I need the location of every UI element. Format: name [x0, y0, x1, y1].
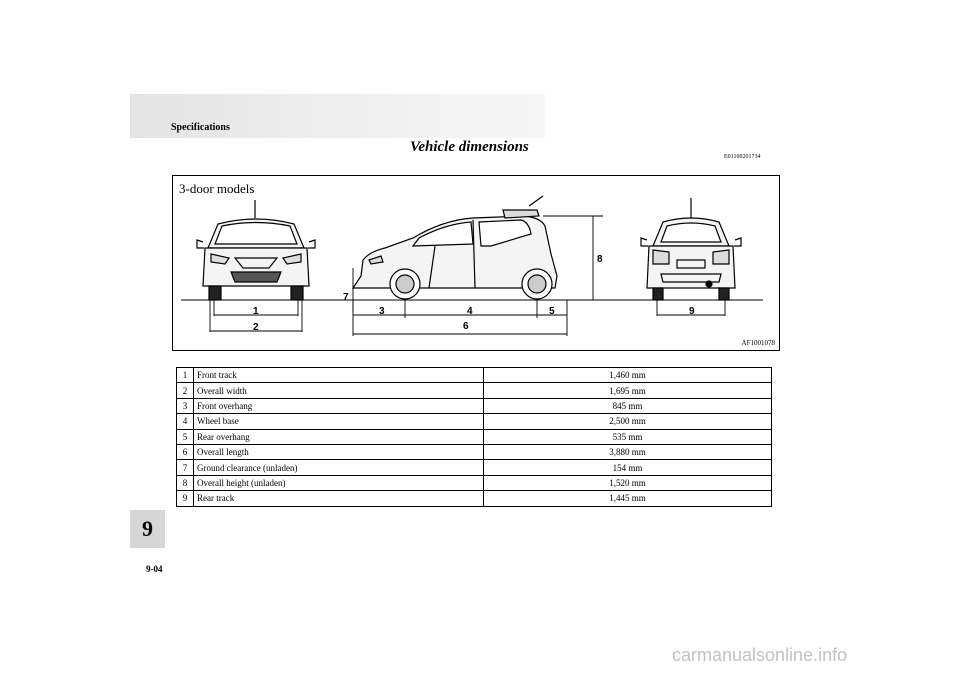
- page-heading: Vehicle dimensions: [410, 139, 529, 155]
- row-number: 6: [177, 444, 194, 459]
- table-row: [177, 460, 772, 475]
- row-number: 8: [177, 475, 194, 490]
- table-row: [177, 444, 772, 459]
- table-row: [177, 383, 772, 398]
- row-item: Front track: [194, 368, 484, 383]
- row-item: Overall width: [194, 383, 484, 398]
- row-item: Rear overhang: [194, 429, 484, 444]
- row-value: 1,695 mm: [484, 383, 772, 398]
- row-value: 1,520 mm: [484, 475, 772, 490]
- side-view-car: [353, 196, 557, 299]
- row-number: 4: [177, 414, 194, 429]
- vehicle-dimensions-figure: [172, 175, 780, 351]
- row-number: 5: [177, 429, 194, 444]
- row-item: Overall height (unladen): [194, 475, 484, 490]
- row-number: 1: [177, 368, 194, 383]
- dimension-label-3: 3: [379, 306, 385, 317]
- figure-caption: 3-door models: [179, 181, 255, 196]
- rear-view-car: [641, 198, 741, 300]
- page-number: 9-04: [146, 564, 163, 574]
- row-value: 3,880 mm: [484, 444, 772, 459]
- dimension-label-1: 1: [253, 306, 259, 317]
- figure-code: AF1001078: [741, 339, 775, 347]
- table-row: [177, 491, 772, 506]
- table-row: [177, 475, 772, 490]
- table-row: [177, 414, 772, 429]
- watermark: carmanualsonline.info: [672, 645, 848, 665]
- row-item: Front overhang: [194, 398, 484, 413]
- row-number: 7: [177, 460, 194, 475]
- dimension-label-7: 7: [343, 292, 349, 303]
- vehicle-diagram: [173, 176, 779, 350]
- dimension-label-5: 5: [549, 306, 555, 317]
- row-item: Rear track: [194, 491, 484, 506]
- row-value: 2,500 mm: [484, 414, 772, 429]
- row-value: 1,460 mm: [484, 368, 772, 383]
- dimensions-table: [176, 367, 772, 507]
- row-item: Wheel base: [194, 414, 484, 429]
- row-item: Ground clearance (unladen): [194, 460, 484, 475]
- reference-code: E01100201734: [724, 154, 761, 160]
- row-item: Overall length: [194, 444, 484, 459]
- dimension-label-2: 2: [253, 322, 259, 333]
- row-number: 3: [177, 398, 194, 413]
- row-value: 845 mm: [484, 398, 772, 413]
- front-view-car: [197, 200, 315, 300]
- table-row: [177, 398, 772, 413]
- dimension-label-6: 6: [463, 321, 469, 332]
- section-title: Specifications: [171, 122, 230, 133]
- chapter-tab-number: 9: [142, 516, 153, 541]
- dimension-label-8: 8: [597, 254, 603, 265]
- row-value: 154 mm: [484, 460, 772, 475]
- table-row: [177, 368, 772, 383]
- row-number: 9: [177, 491, 194, 506]
- row-value: 535 mm: [484, 429, 772, 444]
- table-row: [177, 429, 772, 444]
- row-number: 2: [177, 383, 194, 398]
- row-value: 1,445 mm: [484, 491, 772, 506]
- dimension-label-9: 9: [689, 306, 695, 317]
- dimension-label-4: 4: [467, 306, 473, 317]
